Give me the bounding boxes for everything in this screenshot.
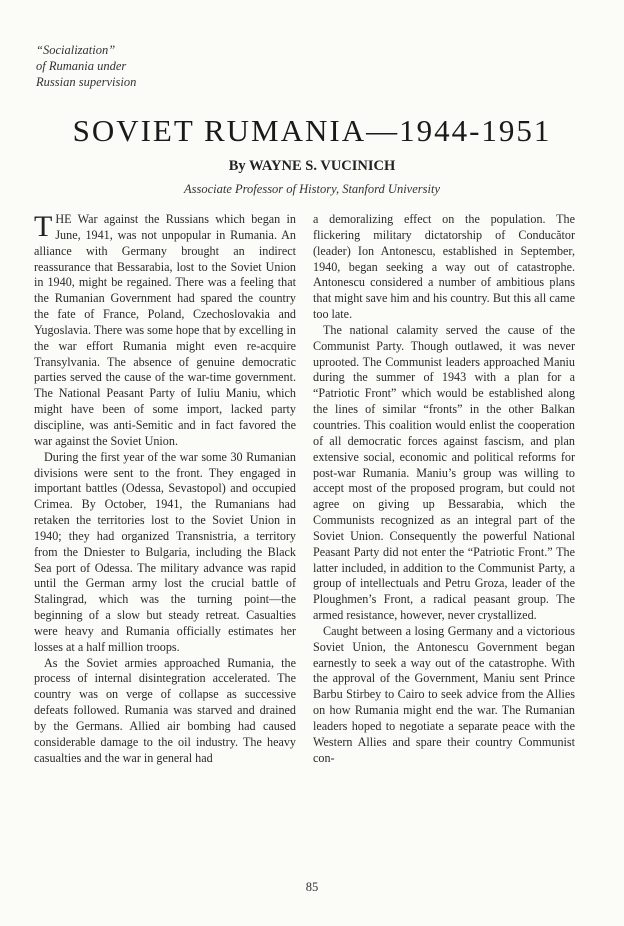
paragraph-text: HE War against the Russians which began in June, 1941, was not unpopular in Rumania. An alliance with Germany brought an indirect reassurance that Bessarabia, lost to the Soviet Union in 1940, might be regained. There was a feeling that the Rumanian Government had spared the country the fate of France, Poland, Czechoslovakia and Yugoslavia. There was some hope that by excelling in the war effort Rumania might even re-acquire Transylvania. The absence of genuine democratic parties served the cause of the war-time government. The National Peasant Party of Iuliu Maniu, which might have been of some import, lacked party discipline, was anti-Semitic and in fact favored the war against the Soviet Union.	[34, 212, 296, 448]
subtitle-line: of Rumania under	[36, 59, 127, 73]
body-paragraph: The national calamity served the cause of the Communist Party. Though outlawed, it was never uprooted. The Communist leaders approached Maniu during the summer of 1943 with a plan for a “Patriotic Front” which would be established along the lines of similar “fronts” in the other Balkan countries. This coalition would enlist the cooperation of all democratic forces against fascism, and plan extensive social, economic and political reforms for post-war Rumania. Maniu’s group was willing to accept most of the proposed program, but could not agree on giving up Bessarabia, which the Communists recognized as an integral part of the Soviet Union. Consequently the powerful National Peasant Party did not enter the “Patriotic Front.” The latter included, in addition to the Communist Party, a group of intellectuals and Petru Groza, leader of the Ploughmen’s Front, a radical peasant group. The armed resistance, however, never crystallized.	[313, 322, 575, 623]
body-paragraph: During the first year of the war some 30 Rumanian divisions were sent to the front. They engaged in important battles (Odessa, Sevastopol) and occupied Crimea. By October, 1941, the Rumanians had retaken the territories lost to the Soviet Union in 1940; they had organized Transnistria, a territory from the Dniester to Bulgaria, including the Black Sea port of Odessa. The military advance was rapid until the German army lost the crucial battle of Stalingrad, which was the turning point—the beginning of a slow but steady retreat. Casualties were heavy and Rumania officially estimates her losses at a half million troops.	[34, 449, 296, 654]
drop-cap: T	[34, 210, 53, 243]
body-paragraph: a demoralizing effect on the population. The flickering military dictatorship of Conducător (leader) Ion Antonescu, established in September, 1940, began seeking a way out of catastrophe. Antonescu considered a number of ambitious plans that might save him and his country. But this all came too late.	[313, 212, 575, 322]
section-subtitle	[36, 42, 136, 90]
left-column	[34, 212, 296, 767]
body-paragraph: As the Soviet armies approached Rumania, the process of internal disintegration accelerated. The country was on verge of collapse as successive defeats followed. Rumania was starved and drained by the Germans. Allied air bombing had caused considerable damage to the oil industry. The heavy casualties and the war in general had	[34, 655, 296, 765]
body-paragraph: Caught between a losing Germany and a victorious Soviet Union, the Antonescu Government began earnestly to seek a way out of the catastrophe. With the approval of the Government, Maniu sent Prince Barbu Stirbey to Cairo to seek advice from the Allies on how Rumania might end the war. The Rumanian leaders hoped to negotiate a separate peace with the Western Allies and spare their country Communist con-	[313, 623, 575, 765]
page-number: 85	[305, 880, 319, 894]
article-title: SOVIET RUMANIA—1944-1951	[72, 113, 552, 148]
author-affiliation: Associate Professor of History, Stanford University	[183, 182, 440, 196]
subtitle-line: Russian supervision	[36, 75, 137, 89]
right-column	[313, 212, 575, 767]
subtitle-line: “Socialization”	[36, 43, 116, 57]
body-paragraph	[34, 212, 296, 450]
author-byline: By WAYNE S. VUCINICH	[228, 158, 396, 174]
